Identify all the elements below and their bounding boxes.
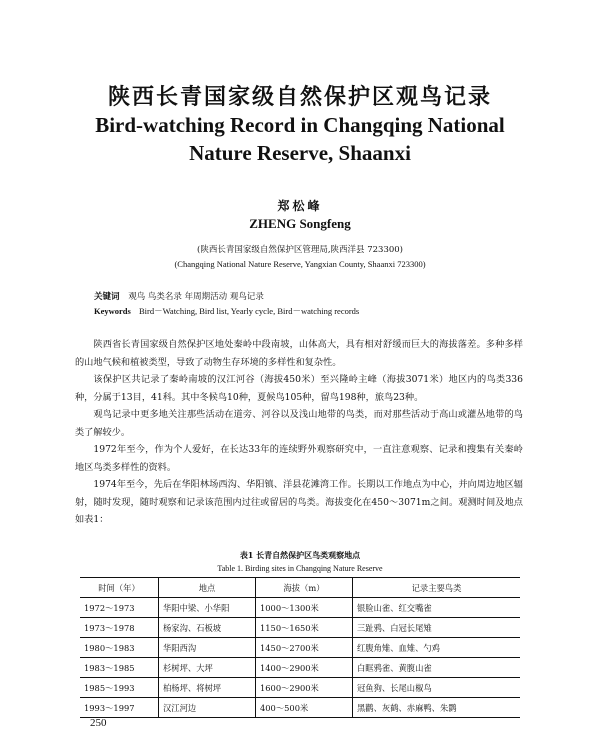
paragraph: 该保护区共记录了秦岭南坡的汉江河谷（海拔450米）至兴隆岭主峰（海拔3071米）地区内的鸟类336种，分属于13目，41科。其中冬候鸟10种，夏候鸟105种，留鸟198种，旅鸟23种。 <box>75 374 523 403</box>
table-row <box>80 618 520 638</box>
cell-time: 1973～1978 <box>80 618 159 638</box>
page-number: 250 <box>90 717 107 729</box>
cell-altitude: 1000～1300米 <box>256 598 353 618</box>
cell-altitude: 400～500米 <box>256 698 353 718</box>
keywords-label-english: Keywords <box>94 306 131 316</box>
keywords-text-chinese: 观鸟 鸟类名录 年周期活动 观鸟记录 <box>128 292 264 302</box>
author-chinese: 郑松峰 <box>277 199 323 213</box>
cell-birds: 白眶鸦雀、黄腹山雀 <box>357 662 432 673</box>
keywords-english <box>94 305 359 317</box>
cell-location: 杉树坪、大坪 <box>159 658 256 678</box>
cell-time: 1993～1997 <box>80 698 159 718</box>
cell-location: 柏杨坪、将树坪 <box>159 678 256 698</box>
cell-altitude: 1450～2700米 <box>256 638 353 658</box>
cell-location: 汉江河边 <box>159 698 256 718</box>
paragraph: 陕西省长青国家级自然保护区地处秦岭中段南坡，山体高大，具有相对舒缓而巨大的海拔落差。多种多样的山地气候和植被类型，导致了动物生存环境的多样性和复杂性。 <box>75 339 523 368</box>
cell-time: 1980～1983 <box>80 638 159 658</box>
title-chinese: 陕西长青国家级自然保护区观鸟记录 <box>107 84 492 110</box>
keywords-chinese <box>94 290 264 302</box>
table-caption-chinese: 表1 长青自然保护区鸟类观察地点 <box>239 550 361 560</box>
table-row <box>80 638 520 658</box>
table-caption-english: Table 1. Birding sites in Changqing Nature Reserve <box>217 564 383 573</box>
title-english-line-2: Nature Reserve, Shaanxi <box>189 141 411 165</box>
keywords-text-english: Bird－Watching, Bird list, Yearly cycle, Bird－watching records <box>138 306 360 316</box>
table-header-row <box>80 578 520 598</box>
header-birds: 记录主要鸟类 <box>411 582 462 593</box>
keywords-label-chinese: 关键词 <box>94 292 120 302</box>
cell-altitude: 1400～2900米 <box>256 658 353 678</box>
header-location: 地点 <box>159 578 256 598</box>
table-row <box>80 598 520 618</box>
cell-birds: 红腹角雉、血雉、勺鸡 <box>357 642 440 653</box>
cell-birds: 三趾鸦、白冠长尾雉 <box>357 622 432 633</box>
table-row <box>80 678 520 698</box>
cell-location: 华阳中梁、小华阳 <box>159 598 256 618</box>
cell-altitude: 1150～1650米 <box>256 618 353 638</box>
cell-time: 1972～1973 <box>80 598 159 618</box>
cell-birds: 黑鹳、灰鹤、赤麻鸭、朱鹮 <box>357 702 457 713</box>
table-row <box>80 698 520 718</box>
paragraph: 1974年至今，先后在华阳林场西沟、华阳镇、洋县花滩湾工作。长期以工作地点为中心，并向周边地区辐射，随时发现，随时观察和记录该范围内过往或留居的鸟类。海拔变化在450～3071m之间。观测时间及地点如表1： <box>75 479 523 525</box>
title-english-line-1: Bird-watching Record in Changqing National <box>95 113 505 137</box>
cell-birds: 冠鱼狗、长尾山椒鸟 <box>357 682 432 693</box>
author-english: ZHENG Songfeng <box>249 216 351 231</box>
affiliation-english: (Changqing National Nature Reserve, Yangxian County, Shaanxi 723300) <box>174 259 426 269</box>
cell-altitude: 1600～2900米 <box>256 678 353 698</box>
cell-time: 1983～1985 <box>80 658 159 678</box>
header-time: 时间（年） <box>80 578 159 598</box>
header-altitude: 海拔（m） <box>256 578 353 598</box>
table-row <box>80 658 520 678</box>
paragraph: 观鸟记录中更多地关注那些活动在道旁、河谷以及浅山地带的鸟类，而对那些活动于高山或灌丛地带的鸟类了解较少。 <box>75 409 523 438</box>
cell-time: 1985～1993 <box>80 678 159 698</box>
cell-location: 华阳西沟 <box>159 638 256 658</box>
cell-location: 杨家沟、石板坡 <box>159 618 256 638</box>
body-text <box>75 336 523 529</box>
affiliation-chinese: (陕西长青国家级自然保护区管理局,陕西洋县 723300) <box>197 245 403 255</box>
paragraph: 1972年至今，作为个人爱好，在长达33年的连续野外观察研究中，一直注意观察、记录和搜集有关秦岭地区鸟类多样性的资料。 <box>75 444 523 473</box>
cell-birds: 银脸山雀、红交嘴雀 <box>357 602 432 613</box>
birding-sites-table <box>80 577 520 718</box>
